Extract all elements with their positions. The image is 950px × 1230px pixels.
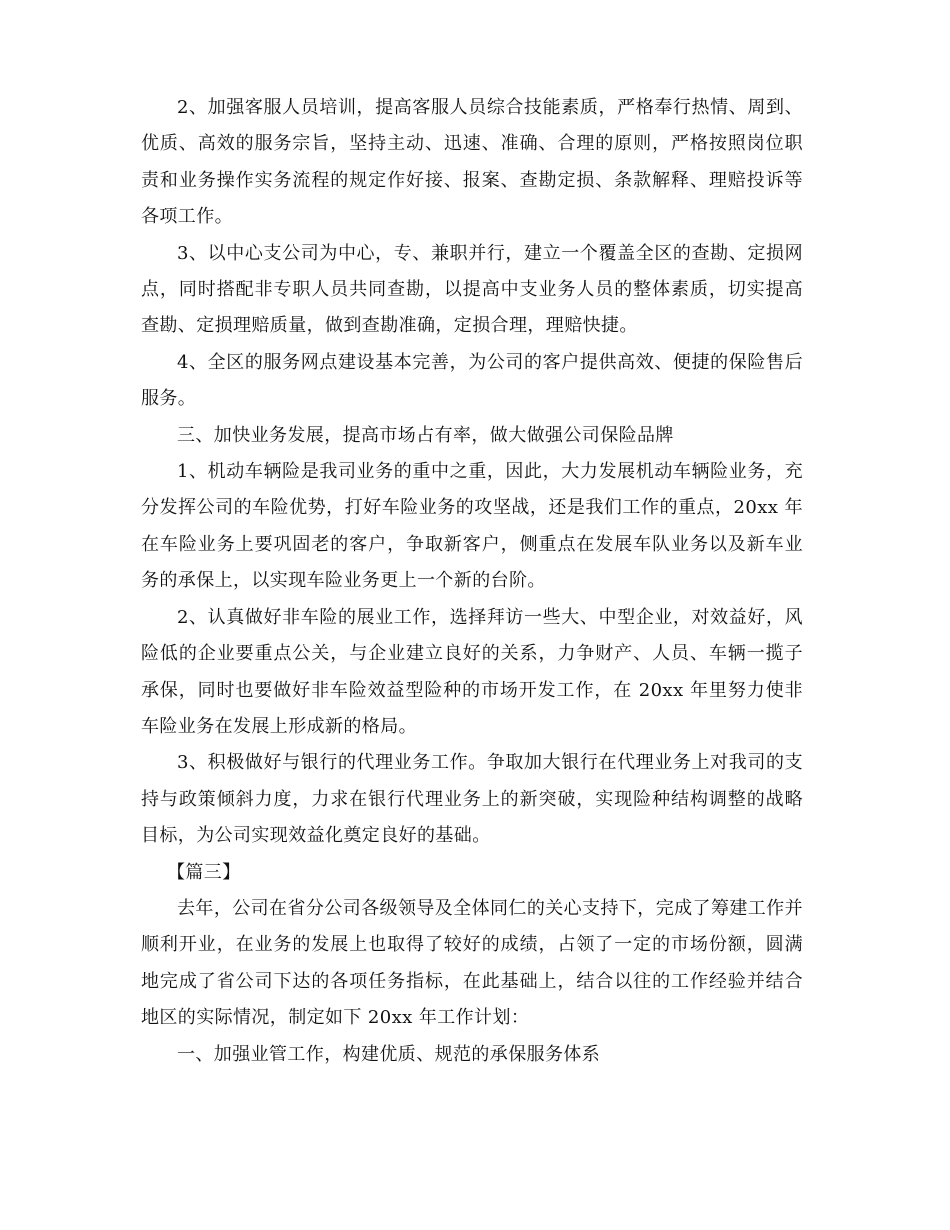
- section-heading-underwriting-management: 一、加强业管工作，构建优质、规范的承保服务体系: [177, 1043, 601, 1065]
- paragraph-service-outlets: 4、全区的服务网点建设基本完善，为公司的客户提供高效、便捷的保险售后服务。: [141, 351, 803, 410]
- document-page: [141, 90, 803, 1073]
- paragraph-survey-network: 3、以中心支公司为中心，专、兼职并行，建立一个覆盖全区的查勘、定损网点，同时搭配非专职人员共同查勘，以提高中支业务人员的整体素质，切实提高查勘、定损理赔质量，做到查勘准确，定损合理，理赔快捷。: [141, 242, 803, 337]
- paragraph-non-auto-insurance: 2、认真做好非车险的展业工作，选择拜访一些大、中型企业，对效益好，风险低的企业要重点公关，与企业建立良好的关系，力争财产、人员、车辆一揽子承保，同时也要做好非车险效益型险种的市场开发工作，在 20xx 年里努力使非车险业务在发展上形成新的格局。: [141, 606, 803, 737]
- section-heading-business-development: 三、加快业务发展，提高市场占有率，做大做强公司保险品牌: [177, 424, 674, 446]
- paragraph-motor-vehicle-insurance: 1、机动车辆险是我司业务的重中之重，因此，大力发展机动车辆险业务，充分发挥公司的车险优势，打好车险业务的攻坚战，还是我们工作的重点，20xx 年在车险业务上要巩固老的客户，争取新客户，侧重点在发展车队业务以及新车业务的承保上，以实现车险业务更上一个新的台阶。: [141, 461, 803, 592]
- paragraph-customer-service-training: 2、加强客服人员培训，提高客服人员综合技能素质，严格奉行热情、周到、优质、高效的服务宗旨，坚持主动、迅速、准确、合理的原则，严格按照岗位职责和业务操作实务流程的规定作好接、报案、查勘定损、条款解释、理赔投诉等各项工作。: [141, 97, 803, 228]
- paragraph-bank-agency: 3、积极做好与银行的代理业务工作。争取加大银行在代理业务上对我司的支持与政策倾斜力度，力求在银行代理业务上的新突破，实现险种结构调整的战略目标，为公司实现效益化奠定良好的基础。: [141, 752, 803, 847]
- paragraph-last-year-summary: 去年，公司在省分公司各级领导及全体同仁的关心支持下，完成了筹建工作并顺利开业，在业务的发展上也取得了较好的成绩，占领了一定的市场份额，圆满地完成了省公司下达的各项任务指标，在此基础上，结合以往的工作经验并结合地区的实际情况，制定如下 20xx 年工作计划：: [141, 897, 803, 1029]
- chapter-heading-part-three: 【篇三】: [167, 861, 241, 883]
